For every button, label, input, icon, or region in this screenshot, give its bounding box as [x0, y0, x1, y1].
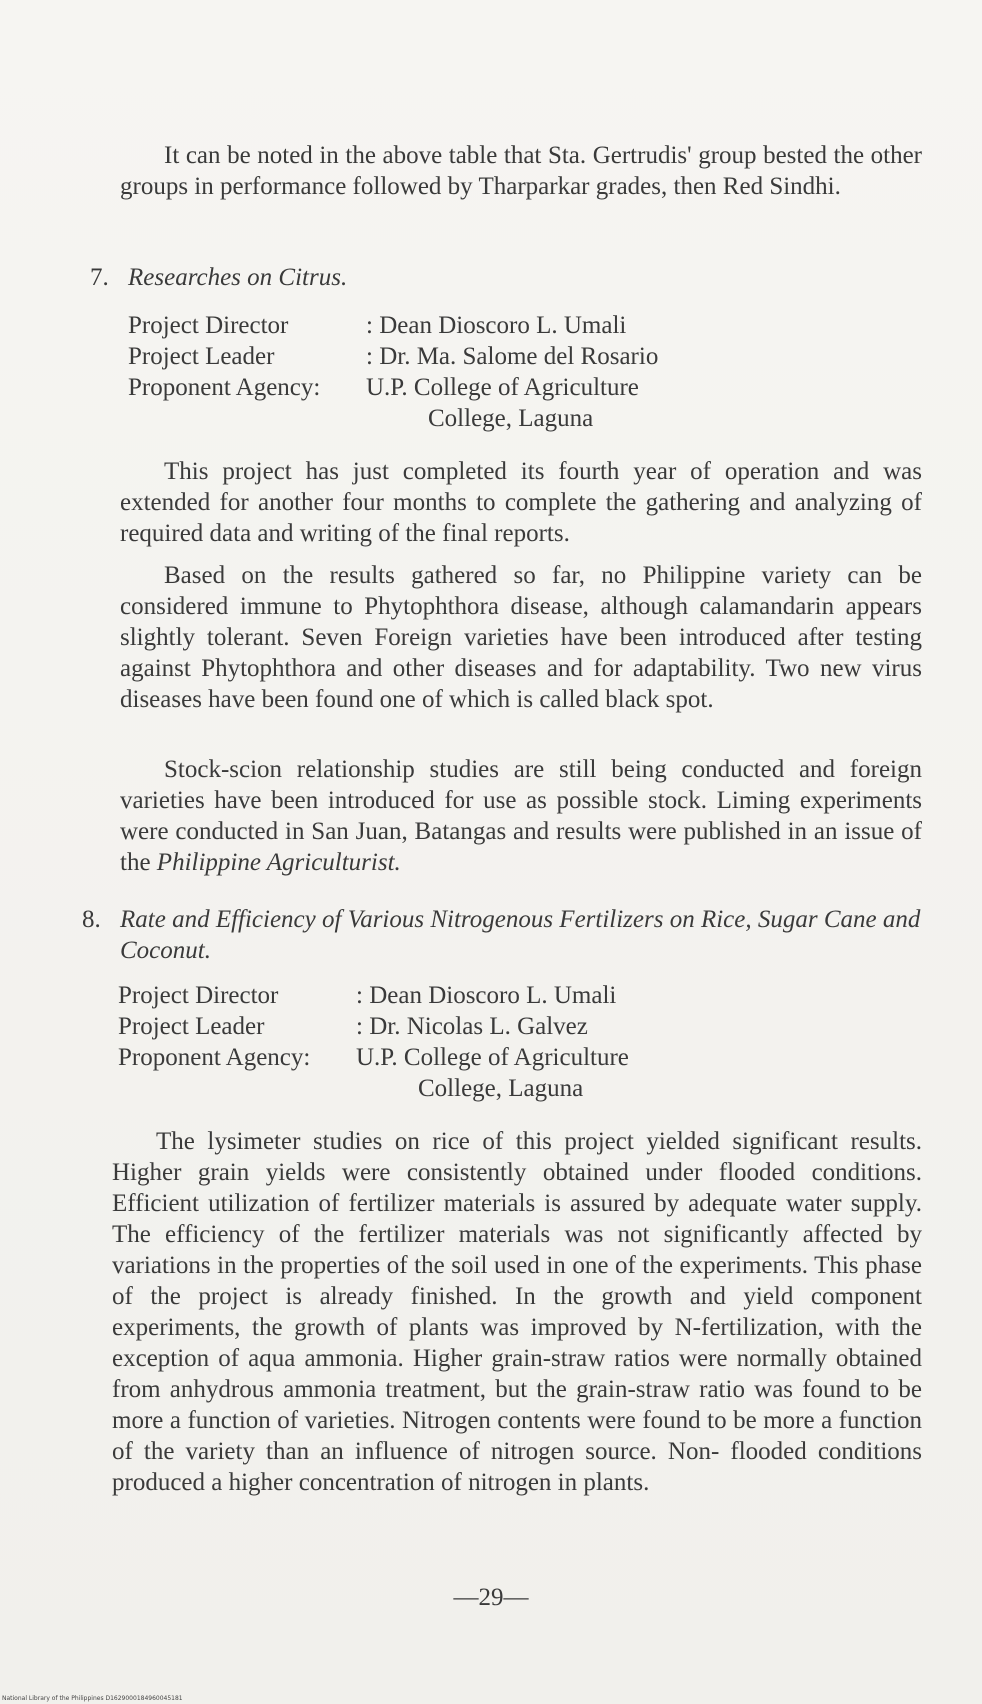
proponent-agency-row: [128, 372, 658, 403]
section-8-project-table: [118, 980, 629, 1104]
project-director-label: Project Director: [128, 312, 289, 339]
section-7-para-2-block: [120, 560, 922, 715]
proponent-agency-label: Proponent Agency:: [128, 374, 321, 401]
project-leader-label: Project Leader: [118, 1013, 265, 1040]
project-leader-value: : Dr. Ma. Salome del Rosario: [366, 343, 659, 370]
proponent-agency-value-cont: College, Laguna: [428, 405, 594, 432]
section-7-heading: [90, 262, 347, 293]
section-7-number: 7.: [90, 264, 109, 291]
section-8-para-1-block: [112, 1126, 922, 1498]
project-director-value: : Dean Dioscoro L. Umali: [356, 982, 617, 1009]
proponent-agency-value: U.P. College of Agriculture: [356, 1044, 629, 1071]
section-7-paragraph-1: This project has just completed its fourth year of operation and was extended for another four months to complete the gathering and analyzing of required data and writing of the final reports.: [120, 458, 922, 547]
section-7-paragraph-2: Based on the results gathered so far, no Philippine variety can be considered immune to Phytophthora disease, although calamandarin appears slightly tolerant. Seven Foreign varieties have been introduced after testing against Phytophthora and other diseases and for adaptability. Two new virus diseases have been found one of which is called black spot.: [120, 562, 922, 713]
section-8-heading: [82, 904, 922, 966]
section-7-para-1-block: [120, 456, 922, 549]
section-7-paragraph-3: [120, 754, 922, 878]
project-director-label: Project Director: [118, 982, 279, 1009]
project-director-value: : Dean Dioscoro L. Umali: [366, 312, 627, 339]
section-7-para-3-block: [120, 754, 922, 878]
proponent-agency-row: [118, 1042, 629, 1073]
page-number: —29—: [453, 1584, 529, 1611]
project-director-row: [118, 980, 629, 1011]
project-leader-row: [128, 341, 658, 372]
section-7-paragraph-3-text: Stock-scion relationship studies are still being conducted and foreign varieties have been introduced for use as possible stock. Liming experiments were conducted in San Juan, Batangas and results were published in an issue of the: [120, 756, 922, 876]
section-7-title: Researches on Citrus.: [128, 264, 348, 291]
publication-title: Philippine Agriculturist.: [156, 849, 401, 876]
project-leader-value: : Dr. Nicolas L. Galvez: [356, 1013, 588, 1040]
proponent-agency-value: U.P. College of Agriculture: [366, 374, 639, 401]
project-leader-label: Project Leader: [128, 343, 275, 370]
proponent-agency-value-cont: College, Laguna: [418, 1075, 584, 1102]
intro-block: [120, 140, 922, 202]
project-director-row: [128, 310, 658, 341]
section-8-title: Rate and Efficiency of Various Nitrogenous Fertilizers on Rice, Sugar Cane and Coconut.: [120, 906, 921, 964]
scan-footer: National Library of the Philippines D1629000184960045181: [2, 1695, 183, 1702]
intro-paragraph: It can be noted in the above table that Sta. Gertrudis' group bested the other groups in performance followed by Tharparkar grades, then Red Sindhi.: [120, 142, 922, 200]
section-7-project-table: [128, 310, 658, 434]
section-8-paragraph-1: The lysimeter studies on rice of this project yielded significant results. Higher grain yields were consistently obtained under flooded conditions. Efficient utilization of fertilizer materials is assured by adequate water supply. The efficiency of the fertilizer materials was not significantly affected by variations in the properties of the soil used in one of the experiments. This phase of the project is already finished. In the growth and yield component experiments, the growth of plants was improved by N-fertilization, with the exception of aqua ammonia. Higher grain-straw ratios were normally obtained from anhydrous ammonia treatment, but the grain-straw ratio was found to be more a function of varieties. Nitrogen contents were found to be more a function of the variety than an influence of nitrogen source. Non- flooded conditions produced a higher concentration of nitrogen in plants.: [112, 1128, 922, 1496]
project-leader-row: [118, 1011, 629, 1042]
section-8-number: 8.: [82, 906, 101, 933]
proponent-agency-label: Proponent Agency:: [118, 1044, 311, 1071]
